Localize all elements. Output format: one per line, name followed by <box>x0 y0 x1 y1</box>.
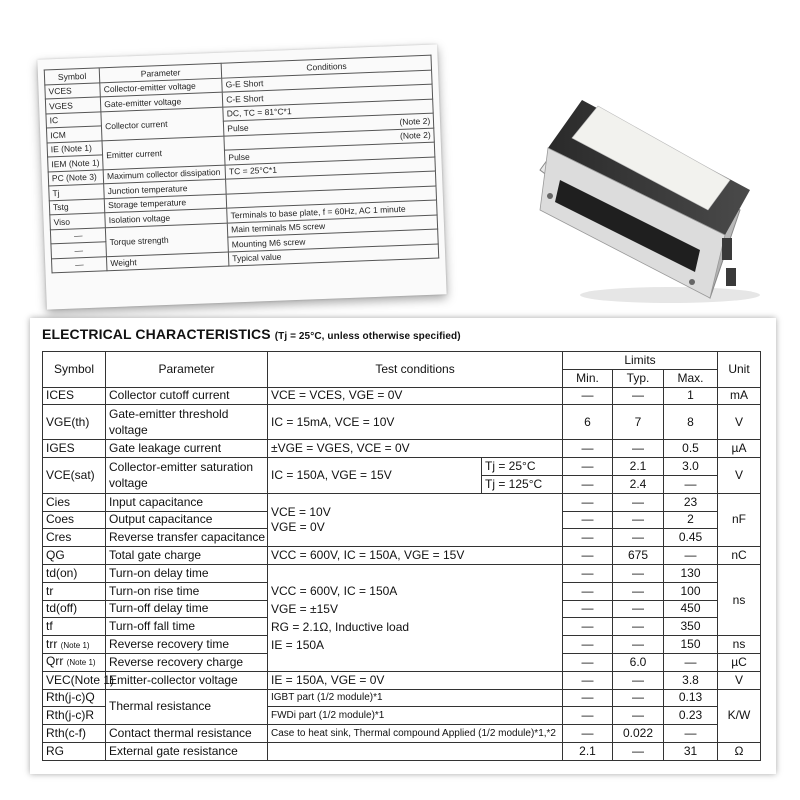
cell-min: — <box>563 600 613 618</box>
cell-parameter: Turn-off fall time <box>106 618 268 636</box>
cell-symbol: VGES <box>45 97 101 114</box>
cell-min: — <box>563 387 613 405</box>
cell-symbol: Cres <box>43 529 106 547</box>
cell-parameter: Collector-emitter saturation voltage <box>106 458 268 494</box>
cell-unit: nF <box>718 493 761 546</box>
cell-typ: — <box>613 618 664 636</box>
cell-min: — <box>563 618 613 636</box>
cell-symbol: Viso <box>50 213 106 230</box>
cell-conditions: Case to heat sink, Thermal compound Applied (1/2 module)*1,*2 <box>268 725 563 743</box>
electrical-table <box>42 351 761 761</box>
cell-parameter: Gate-emitter voltage <box>101 92 223 111</box>
cell-conditions: VCC = 600V, IC = 150A, VGE = 15V <box>268 547 563 565</box>
cell-unit: µC <box>718 653 761 671</box>
cell-parameter: Collector cutoff current <box>106 387 268 405</box>
cell-typ: — <box>613 707 664 725</box>
cell-min: — <box>563 707 613 725</box>
cell-symbol: Cies <box>43 493 106 511</box>
cell-min: — <box>563 671 613 689</box>
table-row <box>43 493 761 511</box>
electrical-characteristics-card <box>30 318 776 774</box>
cell-symbol: Tstg <box>49 198 105 215</box>
cell-conditions: TC = 25°C*1 <box>225 157 435 180</box>
cell-symbol: — <box>50 227 106 244</box>
cell-conditions: IC = 150A, VGE = 15V <box>268 458 482 494</box>
cell-symbol: ICM <box>46 126 102 143</box>
table-row <box>43 564 761 582</box>
cell-parameter: External gate resistance <box>106 742 268 760</box>
cell-max: 23 <box>664 493 718 511</box>
cell-min: — <box>563 636 613 654</box>
cell-conditions <box>268 564 563 671</box>
cell-max: 2 <box>664 511 718 529</box>
cell-max: 450 <box>664 600 718 618</box>
cell-parameter: Thermal resistance <box>106 689 268 725</box>
cell-unit: ns <box>718 636 761 654</box>
header-parameter: Parameter <box>99 63 221 82</box>
cell-parameter: Turn-on rise time <box>106 582 268 600</box>
cell-parameter: Torque strength <box>106 223 229 257</box>
cell-typ: — <box>613 387 664 405</box>
cell-conditions <box>268 493 563 546</box>
cell-parameter: Emitter current <box>102 136 225 170</box>
cell-min: — <box>563 511 613 529</box>
table-row <box>43 405 761 440</box>
cell-temp-condition: Tj = 25°C <box>482 458 563 476</box>
table-header-row <box>43 352 761 370</box>
section-title <box>42 326 461 342</box>
header-typ: Typ. <box>613 369 664 387</box>
cell-min: — <box>563 689 613 707</box>
cell-max: 0.45 <box>664 529 718 547</box>
header-unit: Unit <box>718 352 761 388</box>
cell-symbol: td(on) <box>43 564 106 582</box>
cell-max: 150 <box>664 636 718 654</box>
header-parameter: Parameter <box>106 352 268 388</box>
cell-max: 0.13 <box>664 689 718 707</box>
header-max: Max. <box>664 369 718 387</box>
cell-symbol: Coes <box>43 511 106 529</box>
cell-typ: 675 <box>613 547 664 565</box>
cell-conditions: Main terminals M5 screw <box>227 215 437 238</box>
cell-parameter: Total gate charge <box>106 547 268 565</box>
cell-max: 1 <box>664 387 718 405</box>
note-text: (Note 1) <box>66 658 96 668</box>
table-row <box>43 387 761 405</box>
cell-min: — <box>563 475 613 493</box>
condition-line: VGE = ±15V <box>271 601 338 616</box>
table-row <box>43 671 761 689</box>
cell-conditions: DC, TC = 81°C*1 <box>223 99 433 122</box>
condition-line: VGE = 0V <box>271 519 325 534</box>
cell-parameter: Weight <box>107 252 229 271</box>
cell-unit: Ω <box>718 742 761 760</box>
header-limits: Limits <box>563 352 718 370</box>
header-conditions: Conditions <box>221 55 431 78</box>
cell-unit: V <box>718 458 761 494</box>
cell-conditions: Mounting M6 screw <box>228 229 438 252</box>
max-ratings-table <box>44 55 440 274</box>
cell-typ: 2.1 <box>613 458 664 476</box>
section-title-condition: (Tj = 25°C, unless otherwise specified) <box>274 331 461 342</box>
cell-typ: — <box>613 742 664 760</box>
cell-typ: — <box>613 689 664 707</box>
cell-max: 0.23 <box>664 707 718 725</box>
cell-conditions: IE = 150A, VGE = 0V <box>268 671 563 689</box>
cell-parameter: Reverse transfer capacitance <box>106 529 268 547</box>
cell-typ: — <box>613 636 664 654</box>
cell-parameter: Collector current <box>101 107 224 141</box>
cell-symbol: PC (Note 3) <box>48 169 104 186</box>
cell-typ: 0.022 <box>613 725 664 743</box>
cell-typ: — <box>613 564 664 582</box>
table-row <box>43 547 761 565</box>
table-row <box>43 458 761 476</box>
cell-symbol: Rth(c-f) <box>43 725 106 743</box>
cell-conditions: C-E Short <box>222 84 432 107</box>
header-symbol: Symbol <box>44 68 100 85</box>
table-row <box>43 742 761 760</box>
cell-conditions: G-E Short <box>222 70 432 93</box>
cell-parameter: Storage temperature <box>104 194 226 213</box>
cell-max: 350 <box>664 618 718 636</box>
cell-parameter: Reverse recovery charge <box>106 653 268 671</box>
cell-parameter: Input capacitance <box>106 493 268 511</box>
cell-unit: nC <box>718 547 761 565</box>
cell-conditions: ±VGE = VGES, VCE = 0V <box>268 440 563 458</box>
cell-typ: 2.4 <box>613 475 664 493</box>
cell-parameter: Reverse recovery time <box>106 636 268 654</box>
cell-typ: — <box>613 511 664 529</box>
cell-parameter: Gate-emitter threshold voltage <box>106 405 268 440</box>
cell-unit: V <box>718 405 761 440</box>
cell-symbol: RG <box>43 742 106 760</box>
cell-symbol: Tj <box>49 184 105 201</box>
cell-max: 8 <box>664 405 718 440</box>
cell-symbol: Rth(j-c)R <box>43 707 106 725</box>
cell-max: 31 <box>664 742 718 760</box>
cell-min: — <box>563 440 613 458</box>
cell-max: — <box>664 725 718 743</box>
cell-parameter: Turn-off delay time <box>106 600 268 618</box>
condition-line: IE = 150A <box>271 637 325 652</box>
cell-unit: mA <box>718 387 761 405</box>
cell-symbol: td(off) <box>43 600 106 618</box>
header-min: Min. <box>563 369 613 387</box>
cell-typ: — <box>613 600 664 618</box>
cell-conditions: Terminals to base plate, f = 60Hz, AC 1 minute <box>227 200 437 223</box>
cell-symbol: — <box>51 256 107 273</box>
cell-typ: 7 <box>613 405 664 440</box>
cell-symbol: IC <box>46 111 102 128</box>
cell-conditions: IGBT part (1/2 module)*1 <box>268 689 563 707</box>
cell-parameter: Contact thermal resistance <box>106 725 268 743</box>
cell-max: 3.0 <box>664 458 718 476</box>
cell-min: — <box>563 725 613 743</box>
symbol-text: trr <box>46 636 58 651</box>
cell-parameter: Collector-emitter voltage <box>100 78 222 97</box>
cell-note: (Note 2) <box>399 115 431 127</box>
igbt-module-photo <box>520 60 780 310</box>
cell-min: — <box>563 493 613 511</box>
table-row <box>43 440 761 458</box>
section-title-text: ELECTRICAL CHARACTERISTICS <box>42 326 271 342</box>
cell-typ: — <box>613 440 664 458</box>
cell-symbol: VGE(th) <box>43 405 106 440</box>
note-text: (Note 1) <box>60 640 90 650</box>
cell-conditions <box>268 742 563 760</box>
cell-symbol: IGES <box>43 440 106 458</box>
cell-min: — <box>563 582 613 600</box>
cell-max: — <box>664 547 718 565</box>
table-row <box>43 689 761 707</box>
cell-typ: — <box>613 529 664 547</box>
cell-min: 6 <box>563 405 613 440</box>
cell-symbol: ICES <box>43 387 106 405</box>
cell-parameter: Turn-on delay time <box>106 564 268 582</box>
cell-symbol: — <box>51 242 107 259</box>
cell-max: 130 <box>664 564 718 582</box>
cell-min: — <box>563 564 613 582</box>
cell-max: 0.5 <box>664 440 718 458</box>
cell-parameter: Output capacitance <box>106 511 268 529</box>
cell-conditions: IC = 15mA, VCE = 10V <box>268 405 563 440</box>
cell-typ: — <box>613 671 664 689</box>
cell-parameter: Gate leakage current <box>106 440 268 458</box>
cell-symbol: QG <box>43 547 106 565</box>
cell-conditions: FWDi part (1/2 module)*1 <box>268 707 563 725</box>
header-test-conditions: Test conditions <box>268 352 563 388</box>
cell-symbol: VEC(Note 1) <box>43 671 106 689</box>
cell-symbol <box>43 653 106 671</box>
cell-conditions: VCE = VCES, VGE = 0V <box>268 387 563 405</box>
cell-symbol <box>43 636 106 654</box>
cell-symbol: IE (Note 1) <box>47 140 103 157</box>
cell-symbol: tr <box>43 582 106 600</box>
header-symbol: Symbol <box>43 352 106 388</box>
cell-max: — <box>664 475 718 493</box>
cell-parameter: Maximum collector dissipation <box>103 165 225 184</box>
cell-note: (Note 2) <box>399 129 431 142</box>
cell-max: — <box>664 653 718 671</box>
cell-symbol: tf <box>43 618 106 636</box>
cell-conditions: Pulse <box>225 142 435 165</box>
cell-unit: ns <box>718 564 761 635</box>
cell-min: — <box>563 547 613 565</box>
cell-parameter: Junction temperature <box>104 179 226 198</box>
max-ratings-card <box>37 44 446 309</box>
cell-symbol: VCES <box>45 82 101 99</box>
condition-line: VCC = 600V, IC = 150A <box>271 583 398 598</box>
cell-unit: V <box>718 671 761 689</box>
cell-symbol: VCE(sat) <box>43 458 106 494</box>
cell-min: — <box>563 529 613 547</box>
cell-typ: — <box>613 582 664 600</box>
cell-parameter: Emitter-collector voltage <box>106 671 268 689</box>
cell-typ: 6.0 <box>613 653 664 671</box>
condition-line: VCE = 10V <box>271 504 331 519</box>
cell-min: 2.1 <box>563 742 613 760</box>
symbol-text: Qrr <box>46 654 64 669</box>
cell-max: 3.8 <box>664 671 718 689</box>
cell-max: 100 <box>664 582 718 600</box>
cell-typ: — <box>613 493 664 511</box>
cell-min: — <box>563 458 613 476</box>
cell-symbol: IEM (Note 1) <box>48 155 104 172</box>
cell-min: — <box>563 653 613 671</box>
cell-temp-condition: Tj = 125°C <box>482 475 563 493</box>
cell-parameter: Isolation voltage <box>105 208 227 227</box>
table-row <box>43 725 761 743</box>
cell-unit: K/W <box>718 689 761 742</box>
condition-line: RG = 2.1Ω, Inductive load <box>271 619 410 634</box>
cell-symbol: Rth(j-c)Q <box>43 689 106 707</box>
cell-unit: µA <box>718 440 761 458</box>
cell-conditions: Typical value <box>229 244 439 267</box>
cell-conditions-text: Pulse <box>227 122 249 134</box>
